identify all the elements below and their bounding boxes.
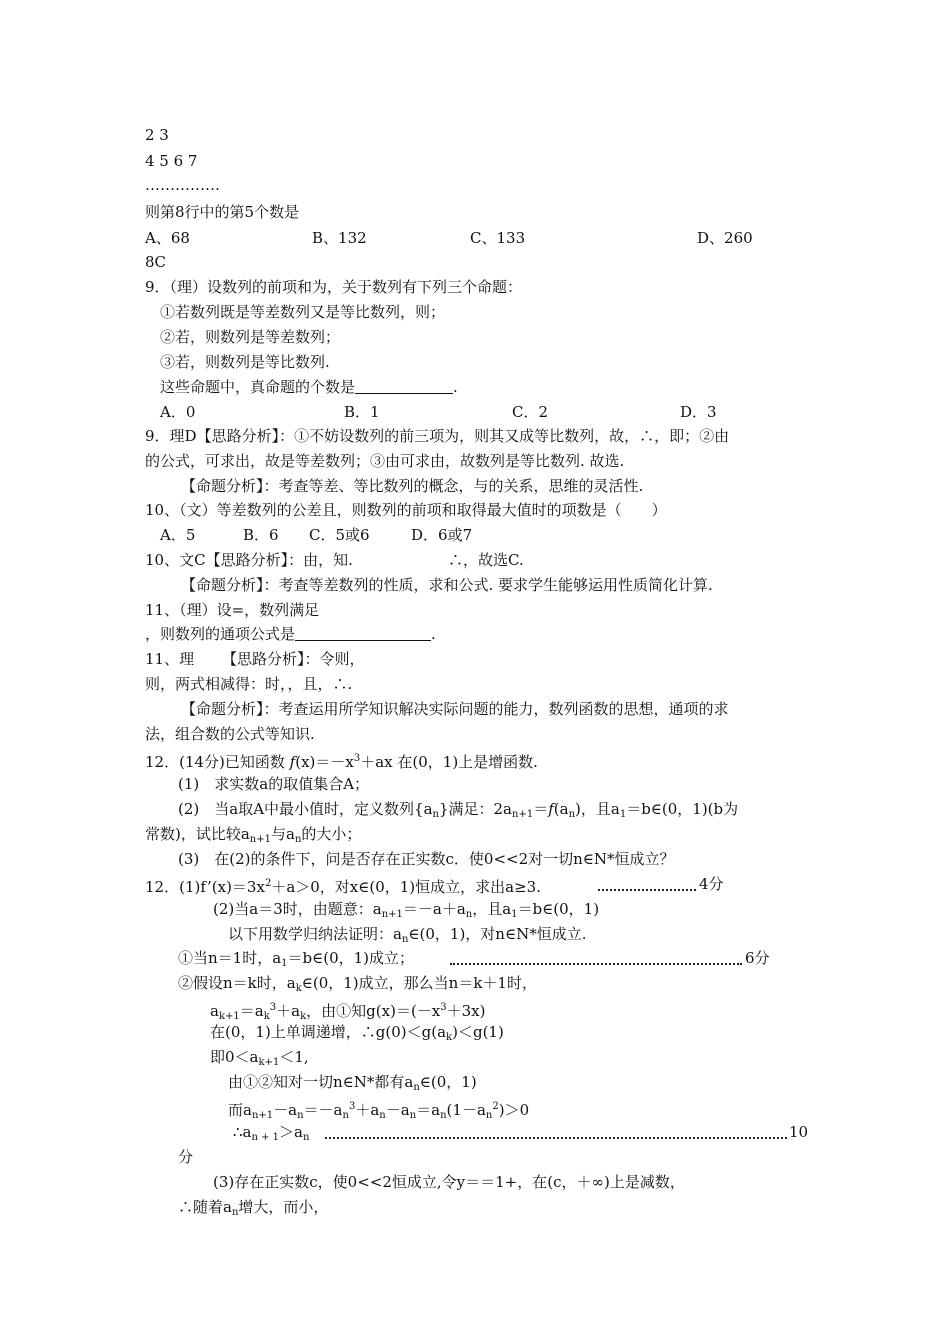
q12-part-2-line-2: 常数)，试比较$a_{n+1}$与$a_n$的大小； [145,825,362,845]
q8-option-d: D、260 [697,229,753,247]
sol-line-11: $\therefore a_{n + 1}>a_n$ [233,1123,310,1143]
sol-line-4: ①当n＝1时，$a_1=b\in(0$，1)成立； [178,949,415,969]
sol-line-3: 以下用数学归纳法证明：$a_n\in(0$，1)，对n∈N*恒成立. [228,925,587,945]
q9-option-b: B．1 [344,403,380,421]
triangle-row-3: 4 5 6 7 [145,152,198,170]
q9-analysis-line-1: 9．理D【思路分析】：①不妨设数列的前三项为，则其又成等比数列，故，∴，即；②由 [145,427,730,445]
sol-line-12: 分 [178,1148,194,1166]
q11-analysis-line-2: 则，两式相减得：时，，且，∴. [145,675,353,693]
sol-line-14: ∴随着$a_n$增大，而小， [178,1198,329,1218]
sol-line-4-leader [450,963,742,965]
triangle-row-2: 2 3 [145,126,169,144]
q9-option-c: C．2 [512,403,549,421]
q8-option-c: C、133 [470,229,526,247]
sol-line-5: ②假设n＝k时，$a_k\in(0$，1)成立，那么当n＝k＋1时， [178,974,537,994]
q10-option-d: D．6或7 [411,526,473,544]
q11-comment-line-1: 【命题分析】：考查运用所学知识解决实际问题的能力，数列函数的思想，通项的求 [181,700,729,718]
sol-line-8: 即$0<a_{k+1}<1$, [210,1048,309,1068]
q9-item-1: ①若数列既是等差数列又是等比数列，则； [160,303,446,321]
q9-item-2: ②若，则数列是等差数列； [160,328,341,346]
sol-line-1-points: 4分 [699,875,724,893]
q12-part-3: (3) 在(2)的条件下，问是否存在正实数c．使0<<2对一切n∈N*恒成立？ [178,850,675,868]
q10-analysis-b: ∴，故选C. [448,551,524,569]
q9-option-d: D．3 [680,403,717,421]
sol-line-1: 12．$(1)f’(x)=3x^2+a>0$，对x∈(0，1)恒成立，求出a≥3. [145,878,541,896]
q10-question: 10、（文）等差数列的公差且，则数列的前项和取得最大值时的项数是（ ） [145,501,667,519]
q9-question: 9．（理）设数列的前项和为，关于数列有下列三个命题： [145,278,523,296]
q10-comment: 【命题分析】：考查等差数列的性质，求和公式. 要求学生能够运用性质简化计算. [181,576,713,594]
q10-option-b: B．6 [243,526,279,544]
sol-line-2: (2)当a＝3时，由题意：$a_{n+1}=-a+a_n$，且$a_1=b\in(0$，1) [213,900,600,920]
triangle-ellipsis: …………… [145,176,220,194]
q11-comment-line-2: 法，组合数的公式等知识. [145,725,315,743]
q8-answer: 8C [145,253,167,271]
q9-prompt: 这些命题中，真命题的个数是 . [160,378,458,396]
sol-line-13: (3)存在正实数c，使0<<2恒成立,令y＝＝1+，在(c，＋∞)上是减数， [213,1173,685,1191]
q8-option-b: B、132 [312,229,367,247]
q11-analysis-a: 11、理 [145,650,195,668]
sol-line-10: 而$a_{n+1}-a_n=-a_n^3+a_n-a_n=a_n(1-a_n^2)>0$ [228,1101,530,1121]
q9-analysis-line-2: 的公式，可求出，故是等差数列；③由可求由，故数列是等比数列. 故选. [145,452,625,470]
q9-option-a: A．0 [160,403,196,421]
sol-line-1-leader [598,889,696,891]
q11-question-line-2: ，则数列的通项公式是 . [145,625,436,643]
q12-stem: 12．(14分)已知函数 $f(x)=-x^3+ax$ 在(0，1)上是增函数. [145,753,538,771]
q11-question: 11、（理）设=，数列满足 [145,601,320,619]
sol-line-9: 由①②知对一切n∈N*都有$a_n\in(0$，1) [228,1073,477,1093]
sol-line-4-points: 6分 [745,949,770,967]
sol-line-11-points: 10 [789,1123,809,1141]
q8-option-a: A、68 [145,229,190,247]
sol-line-7: 在(0，1)上单调递增，$\therefore g(0)<g(a_k)<g(1)$ [210,1023,504,1043]
q10-option-a: A．5 [160,526,196,544]
q9-item-3: ③若，则数列是等比数列. [160,353,330,371]
sol-line-6: $a_{k+1}=a_k^3+a_k$，由①知$g(x)=(-x^3+3x)$ [210,1002,486,1022]
q12-part-1: (1) 求实数a的取值集合A； [178,775,370,793]
q11-analysis-b: 【思路分析】：令则， [222,650,365,668]
q12-part-2: (2) 当a取A中最小值时，定义数列$\{a_n\}$满足：$2a_{n+1}=f(a_n)$，且$a_1=b\in(0$，1)(b为 [178,800,739,820]
q10-analysis-a: 10、文C【思路分析】：由，知. [145,551,353,569]
q8-question: 则第8行中的第5个数是 [145,203,300,221]
sol-line-11-leader [325,1137,787,1139]
q9-comment: 【命题分析】：考查等差、等比数列的概念，与的关系，思维的灵活性. [181,477,644,495]
q10-option-c: C．5或6 [309,526,370,544]
